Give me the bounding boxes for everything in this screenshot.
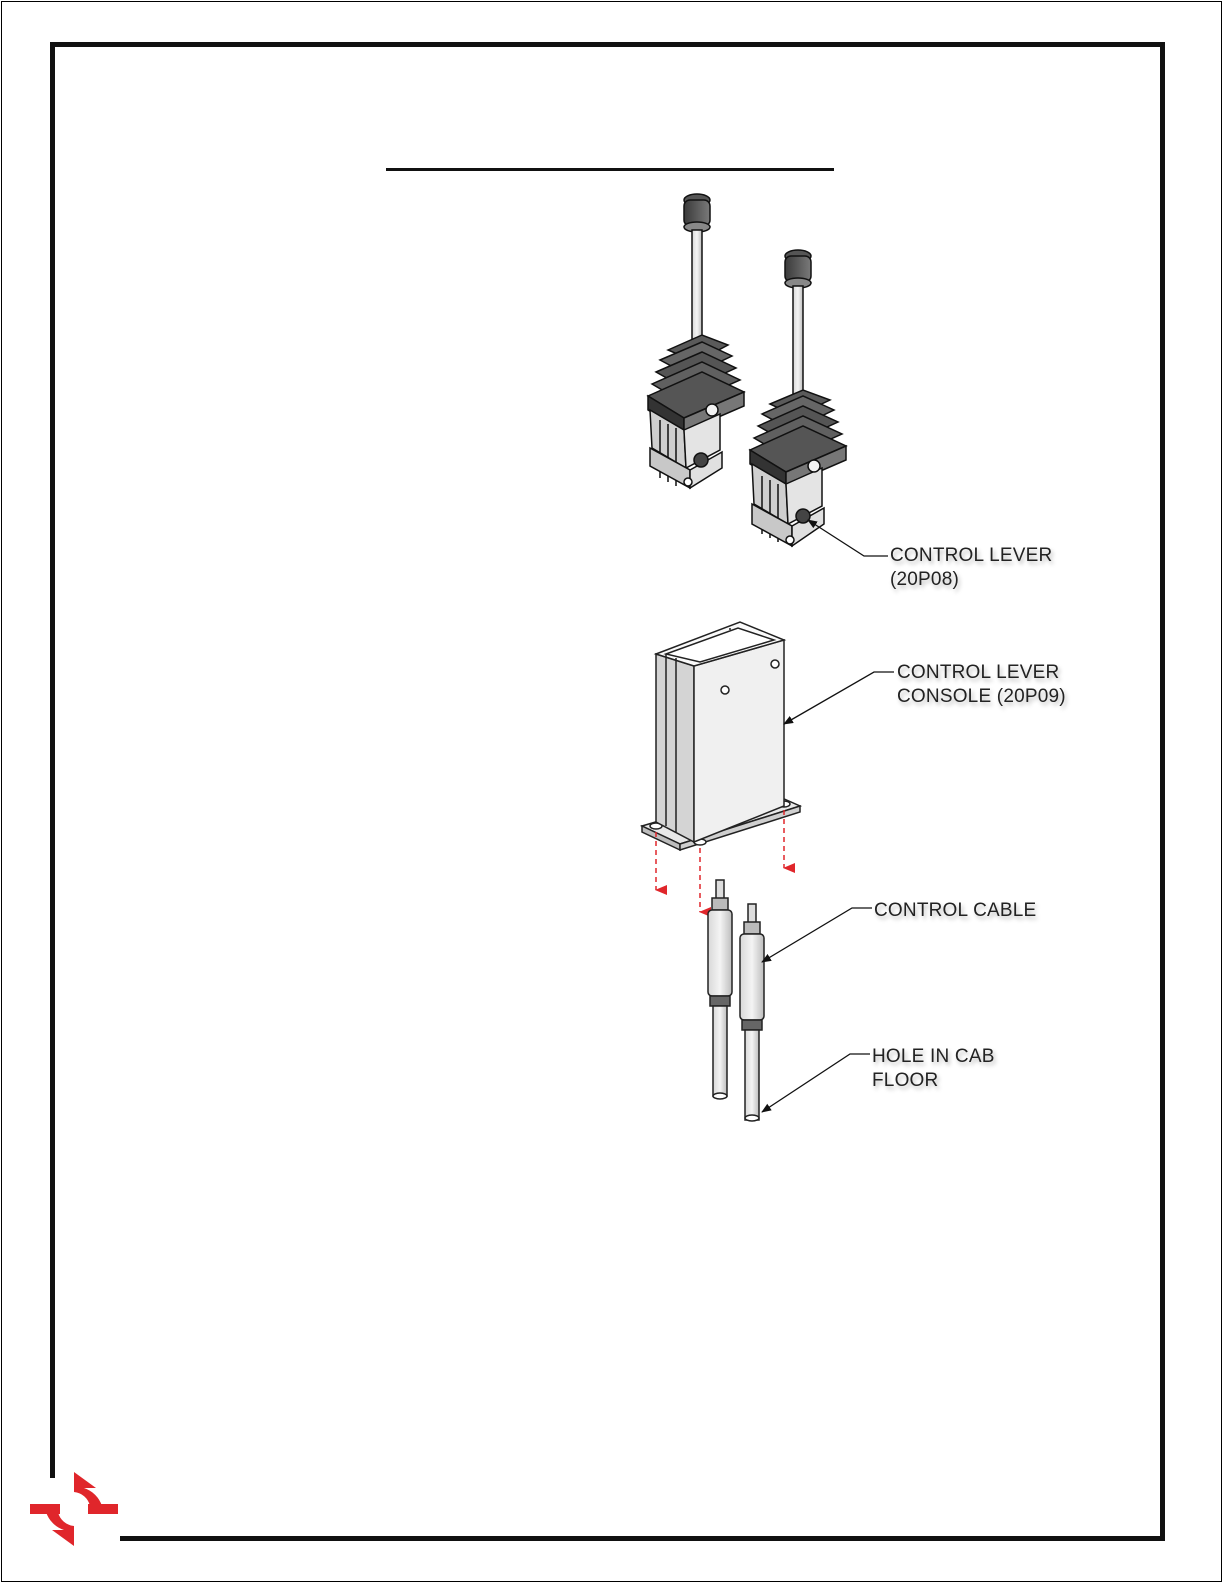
label-control-lever-console: CONTROL LEVER CONSOLE (20P09): [897, 662, 1066, 707]
control-lever-left: [648, 194, 744, 488]
control-lever-right: [750, 250, 846, 546]
label-control-lever: CONTROL LEVER (20P08): [890, 545, 1053, 590]
label-control-cable: CONTROL CABLE: [874, 900, 1037, 921]
control-lever-console: [642, 622, 800, 850]
control-cable-left: [708, 880, 732, 1099]
control-cable-right: [740, 904, 764, 1121]
label-hole-in-cab-floor: HOLE IN CAB FLOOR: [872, 1046, 995, 1091]
company-logo-icon: [26, 1466, 122, 1552]
